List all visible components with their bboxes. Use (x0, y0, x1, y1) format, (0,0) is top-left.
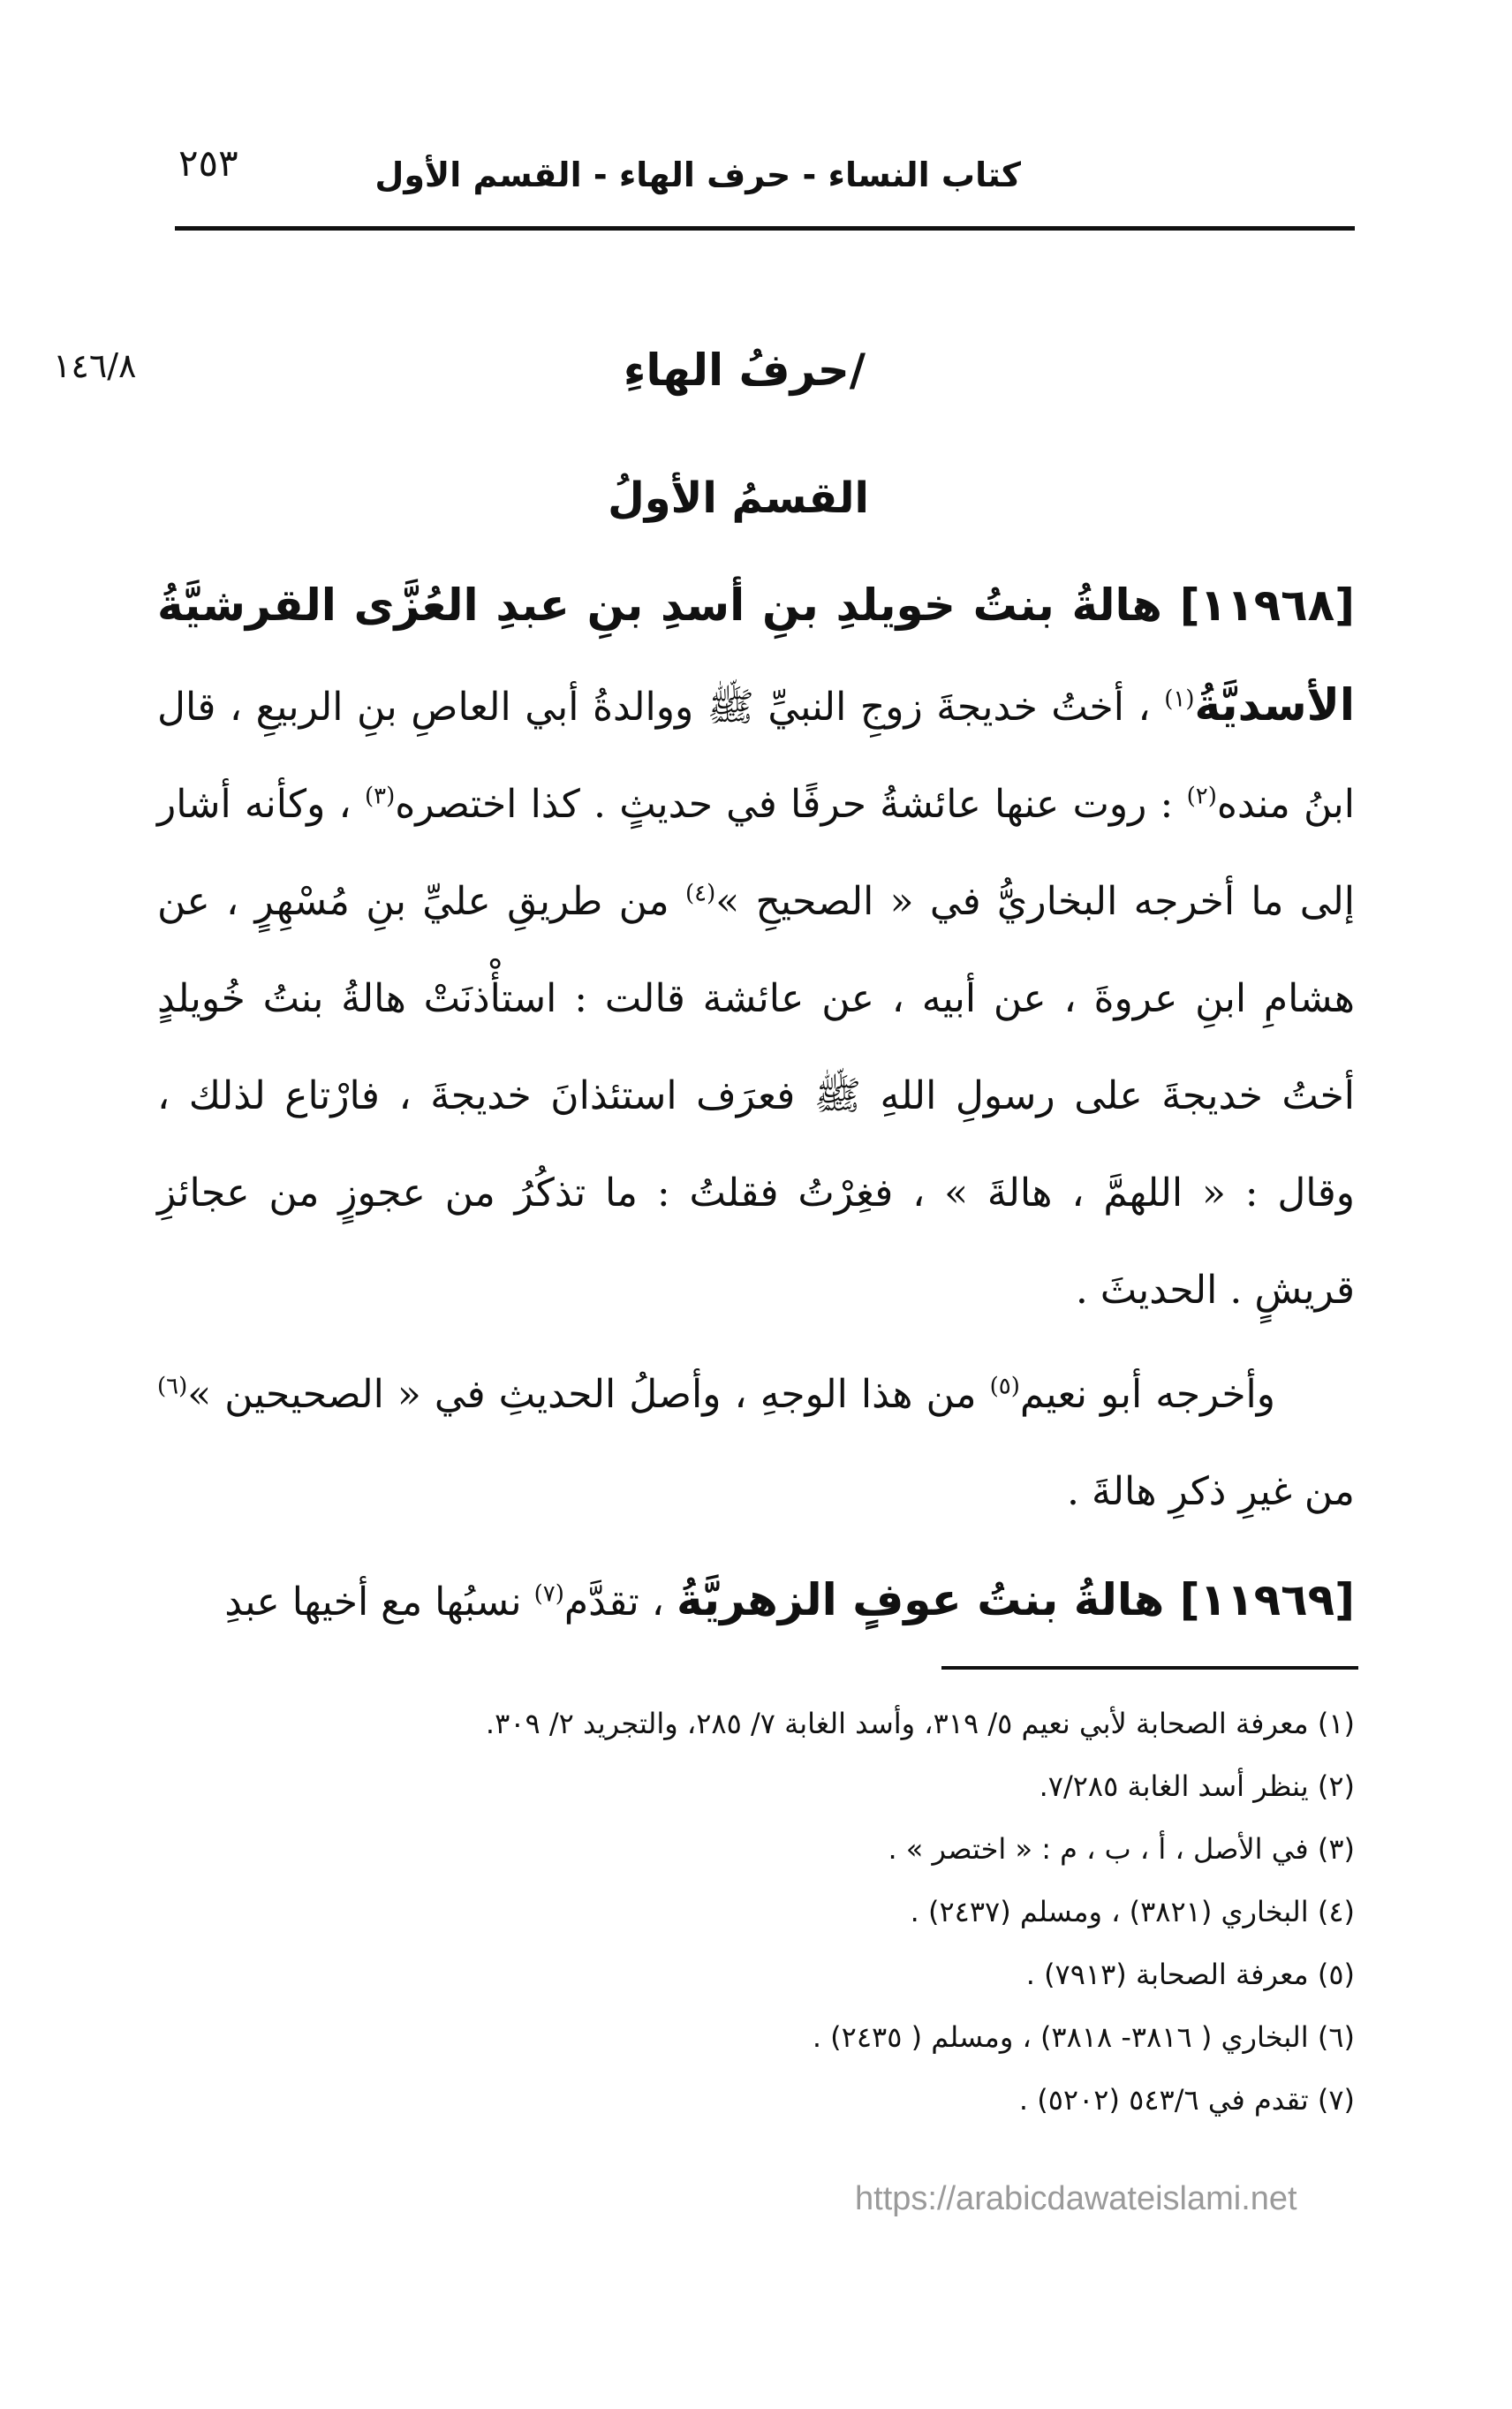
footnote-ref: (١) (1164, 686, 1195, 713)
footnote: (٢) ينظر أسد الغابة ٧/٢٨٥. (1039, 1769, 1355, 1803)
footnote-ref: (٢) (1186, 783, 1217, 810)
entry-text: ، تقدَّم (563, 1579, 664, 1625)
entry-11969 (157, 1551, 1355, 1651)
entry-text: : روت عنها عائشةُ حرفًا في حديثٍ . كذا اختصره (395, 782, 1174, 827)
paragraph-text: من هذا الوجهِ ، وأصلُ الحديثِ في « الصحيحين » (187, 1372, 977, 1417)
paragraph-text: من غيرِ ذكرِ هالةَ . (1067, 1469, 1355, 1514)
footnote: (٤) البخاري (٣٨٢١) ، ومسلم (٢٤٣٧) . (910, 1895, 1355, 1928)
section-title: القسمُ الأولُ (608, 473, 869, 523)
footnote-divider (941, 1666, 1358, 1670)
footnote: (٥) معرفة الصحابة (٧٩١٣) . (1025, 1958, 1355, 1991)
chapter-title: /حرفُ الهاءِ (623, 345, 866, 396)
watermark-url: https://arabicdawateislami.net (855, 2180, 1297, 2217)
paragraph-abu-nuaym (157, 1346, 1355, 1541)
footnote: (٧) تقدم في ٥٤٣/٦ (٥٢٠٢) . (1018, 2083, 1355, 2117)
main-text (157, 557, 1355, 1651)
entry-11968 (157, 557, 1355, 1339)
footnote-ref: (٦) (157, 1373, 188, 1400)
header-divider (175, 226, 1355, 231)
entry-heading: [١١٩٦٩] هالةُ بنتُ عوفٍ الزهريَّةُ (676, 1574, 1355, 1625)
page-number: ٢٥٣ (178, 141, 238, 185)
running-header-title: كتاب النساء - حرف الهاء - القسم الأول (374, 155, 1021, 194)
footnotes-list (207, 1693, 1355, 2132)
footnote: (٦) البخاري ( ٣٨١٦- ٣٨١٨) ، ومسلم ( ٢٤٣٥) . (812, 2020, 1355, 2054)
footnote-ref: (٧) (533, 1580, 564, 1608)
footnote-ref: (٤) (685, 880, 716, 907)
footnote: (١) معرفة الصحابة لأبي نعيم ٥/ ٣١٩، وأسد الغابة ٧/ ٢٨٥، والتجريد ٢/ ٣٠٩. (485, 1707, 1355, 1740)
entry-text: ، أختُ خديجةَ زوجِ النبيِّ ﷺ ووالدةُ أبي العاصِ بنِ الربيعِ ، قال ابنُ منده (157, 685, 1355, 827)
entry-text: نسبُها مع أخيها عبدِ (224, 1579, 522, 1625)
footnote: (٣) في الأصل ، أ ، ب ، م : « اختصر » . (888, 1832, 1355, 1866)
entry-text: من طريقِ عليِّ بنِ مُسْهِرٍ ، عن هشامِ ابنِ عروةَ ، عن أبيه ، عن عائشة قالت : استأْذنَتْ هالةُ بنتُ خُويلدٍ أختُ خديجةَ على رسولِ اللهِ ﷺ فعرَف استئذانَ خديجةَ ، فارْتاع لذلك ، وقال : « اللهمَّ ، هالةَ » ، فغِرْتُ فقلتُ : ما تذكُرُ من عجوزٍ من عجائزِ قريشٍ . الحديثَ . (157, 879, 1355, 1313)
footnote-ref: (٥) (989, 1373, 1020, 1400)
footnote-ref: (٣) (364, 783, 396, 810)
margin-reference: ١٤٦/٨ (53, 346, 137, 385)
entry-heading: [١١٩٦٨] هالةُ بنتُ خويلدِ بنِ أسدِ بنِ عبدِ العُزَّى القرشيَّةُ الأسديَّةُ (157, 580, 1355, 731)
entry-text: ، وكأنه أشار إلى ما أخرجه البخاريُّ في « الصحيحِ » (157, 782, 1355, 924)
paragraph-text: وأخرجه أبو نعيم (1019, 1372, 1275, 1417)
